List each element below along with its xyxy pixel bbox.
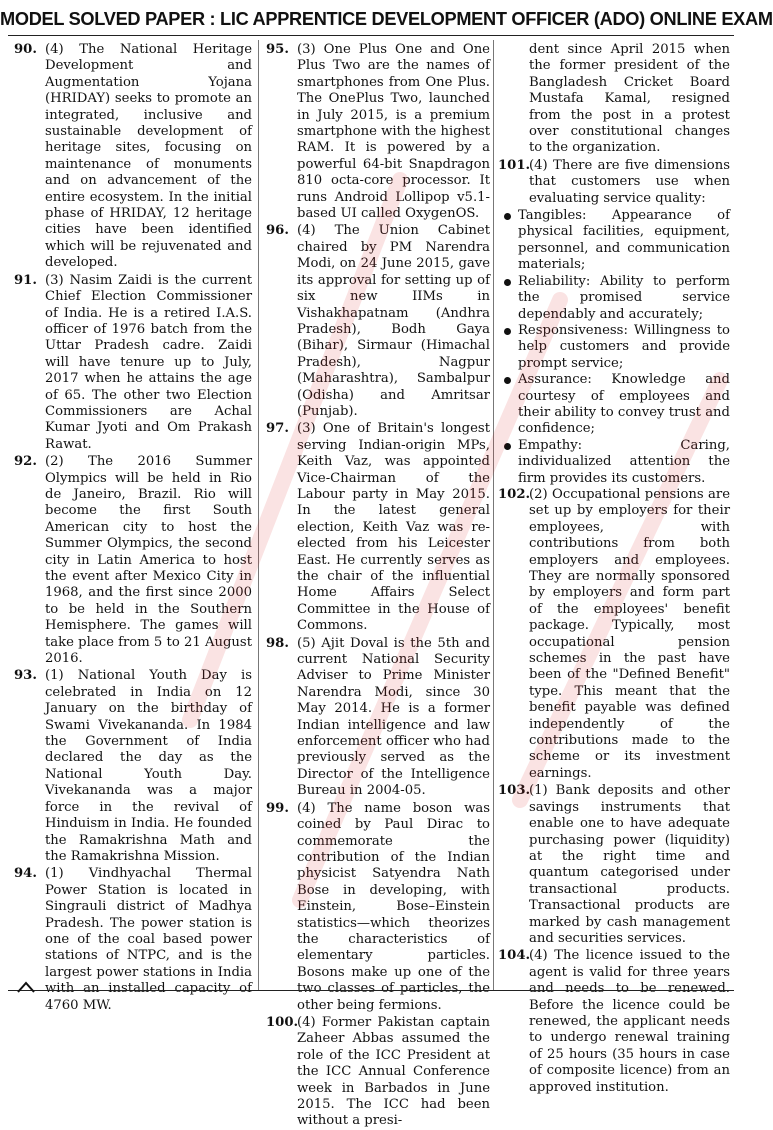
question-101 bbox=[498, 158, 730, 207]
question-100-continued bbox=[498, 42, 730, 157]
list-item: Tangibles: Appearance of physical facilities, equipment, personnel, and communication materials; bbox=[518, 208, 730, 273]
question-number: 91. bbox=[14, 272, 37, 288]
question-number: 104. bbox=[498, 948, 531, 964]
answer-text: (2) The 2016 Summer Olympics will be held in Rio de Janeiro, Brazil. Rio will become the first South American city to host the Summer Olympics, the second city in Latin America to host the event after Mexico City in 1968, and the first since 2000 to be held in the Southern Hemisphere. The games will take place from 5 to 21 August 2016. bbox=[45, 454, 252, 667]
answer-text: (1) National Youth Day is celebrated in India on 12 January on the birthday of Swami Vivekananda. In 1984 the Government of India declared the day as the National Youth Day. Vivekananda was a major force in the revival of Hinduism in India. He founded the Ramakrishna Math and the Ramakrishna Mission. bbox=[45, 668, 252, 864]
column-divider-1 bbox=[258, 40, 259, 990]
question-98 bbox=[266, 636, 490, 800]
question-number: 92. bbox=[14, 454, 37, 470]
list-item: Reliability: Ability to perform the promised service dependably and accurately; bbox=[518, 273, 730, 322]
question-102 bbox=[498, 487, 730, 782]
question-number: 101. bbox=[498, 157, 531, 173]
list-item: Empathy: Caring, individualized attention the firm provides its customers. bbox=[518, 437, 730, 486]
question-91 bbox=[14, 273, 252, 453]
question-99 bbox=[266, 801, 490, 1014]
list-item: Assurance: Knowledge and courtesy of employees and their ability to convey trust and confidence; bbox=[518, 372, 730, 437]
column-1 bbox=[14, 42, 252, 1013]
question-number: 90. bbox=[14, 42, 37, 57]
question-number: 103. bbox=[498, 783, 531, 799]
question-number: 98. bbox=[266, 635, 289, 651]
header-divider bbox=[8, 35, 734, 36]
answer-text: (4) The name boson was coined by Paul Dirac to commemorate the contribution of the Indian physicist Satyendra Nath Bose in developing, with Einstein, Bose–Einstein statistics—which theorizes the characteristics of elementary particles. Bosons make up one of the two classes of particles, the other being fermions. bbox=[297, 800, 490, 1013]
answer-text: (4) Former Pakistan captain Zaheer Abbas assumed the role of the ICC President at the ICC Annual Conference week in Barbados in June 2015. The ICC had been without a presi- bbox=[297, 1014, 490, 1129]
answer-text: (1) Vindhyachal Thermal Power Station is located in Singrauli district of Madhya Pradesh. The power station is one of the coal based power stations of NTPC, and is the largest power stations in India with an installed capacity of 4760 MW. bbox=[45, 866, 252, 1013]
answer-text: (5) Ajit Doval is the 5th and current National Security Adviser to Prime Minister Narendra Modi, since 30 May 2014. He is a former Indian intelligence and law enforcement officer who had previously served as the Director of the Intelligence Bureau in 2004-05. bbox=[297, 635, 490, 799]
question-104 bbox=[498, 948, 730, 1096]
question-number: 102. bbox=[498, 486, 531, 502]
question-number: 93. bbox=[14, 668, 37, 684]
question-number: 99. bbox=[266, 800, 289, 816]
answer-text: (1) Bank deposits and other savings instruments that enable one to have adequate purchasing power (liquidity) at the right time and quantum categorised under transactional products. Transactional products are marked by cash management and securities services. bbox=[529, 783, 730, 946]
question-94 bbox=[14, 866, 252, 1014]
answer-text: (3) One of Britain's longest serving Indian-origin MPs, Keith Vaz, was appointed Vice-Chairman of the Labour party in May 2015. In the latest general election, Keith Vaz was re-elected from his Leicester East. He currently serves as the chair of the influential Home Affairs Select Committee in the House of Commons. bbox=[297, 421, 490, 634]
question-92 bbox=[14, 454, 252, 667]
footer-arrow-icon bbox=[16, 980, 36, 994]
service-quality-list bbox=[498, 208, 730, 487]
answer-text: (4) The licence issued to the agent is valid for three years and needs to be renewed. Before the licence could be renewed, the applicant needs to undergo renewal training of 25 hours (35 hours in case of composite licence) from an approved institution. bbox=[529, 948, 730, 1095]
answer-text: (4) There are five dimensions that customers use when evaluating service quality: bbox=[529, 157, 730, 206]
question-number: 96. bbox=[266, 223, 289, 239]
answer-text: (3) Nasim Zaidi is the current Chief Election Commissioner of India. He is a retired I.A.S. officer of 1976 batch from the Uttar Pradesh cadre. Zaidi will have tenure up to July, 2017 when he attains the age of 65. The other two Election Commissioners are Achal Kumar Jyoti and Om Prakash Rawat. bbox=[45, 272, 252, 452]
answer-text-continued: dent since April 2015 when the former president of the Bangladesh Cricket Board Mustafa Kamal, resigned from the post in a protest over constitutional changes to the organization. bbox=[529, 42, 730, 156]
question-100 bbox=[266, 1015, 490, 1130]
question-95 bbox=[266, 42, 490, 222]
question-number: 95. bbox=[266, 42, 289, 57]
question-number: 97. bbox=[266, 421, 289, 437]
list-item: Responsiveness: Willingness to help customers and provide prompt service; bbox=[518, 322, 730, 371]
page-header bbox=[0, 0, 773, 38]
question-97 bbox=[266, 421, 490, 634]
answer-text: (2) Occupational pensions are set up by employers for their employees, with contributions from both employers and employees. They are normally sponsored by employers and form part of the employees' benefit package. Typically, most occupational pension schemes in the past have been of the "Defined Benefit" type. This meant that the benefit payable was defined independently of the contributions made to the scheme or its investment earnings. bbox=[529, 486, 730, 781]
answer-text: (4) The National Heritage Development and Augmentation Yojana (HRIDAY) seeks to promote an integrated, inclusive and sustainable development of heritage sites, focusing on maintenance of monuments and on advancement of the entire ecosystem. In the initial phase of HRIDAY, 12 heritage cities have been identified which will be rejuvenated and developed. bbox=[45, 42, 252, 271]
question-103 bbox=[498, 783, 730, 947]
column-2 bbox=[266, 42, 490, 1129]
question-number: 94. bbox=[14, 866, 37, 882]
answer-text: (3) One Plus One and One Plus Two are the names of smartphones from One Plus. The OnePlus Two, launched in July 2015, is a premium smartphone with the highest RAM. It is powered by a powerful 64-bit Snapdragon 810 octa-core processor. It runs Android Lollipop v5.1-based UI called OxygenOS. bbox=[297, 42, 490, 222]
page-title: MODEL SOLVED PAPER : LIC APPRENTICE DEVELOPMENT OFFICER (ADO) ONLINE EXAM bbox=[0, 9, 773, 29]
column-3 bbox=[498, 42, 730, 1095]
question-93 bbox=[14, 668, 252, 865]
question-90 bbox=[14, 42, 252, 272]
question-96 bbox=[266, 223, 490, 420]
column-divider-2 bbox=[493, 40, 494, 990]
answer-text: (4) The Union Cabinet chaired by PM Narendra Modi, on 24 June 2015, gave its approval for setting up of six new IIMs in Vishakhapatnam (Andhra Pradesh), Bodh Gaya (Bihar), Sirmaur (Himachal Pradesh), Nagpur (Maharashtra), Sambalpur (Odisha) and Amritsar (Punjab). bbox=[297, 223, 490, 419]
footer-divider bbox=[8, 990, 734, 991]
question-number: 100. bbox=[266, 1014, 299, 1030]
